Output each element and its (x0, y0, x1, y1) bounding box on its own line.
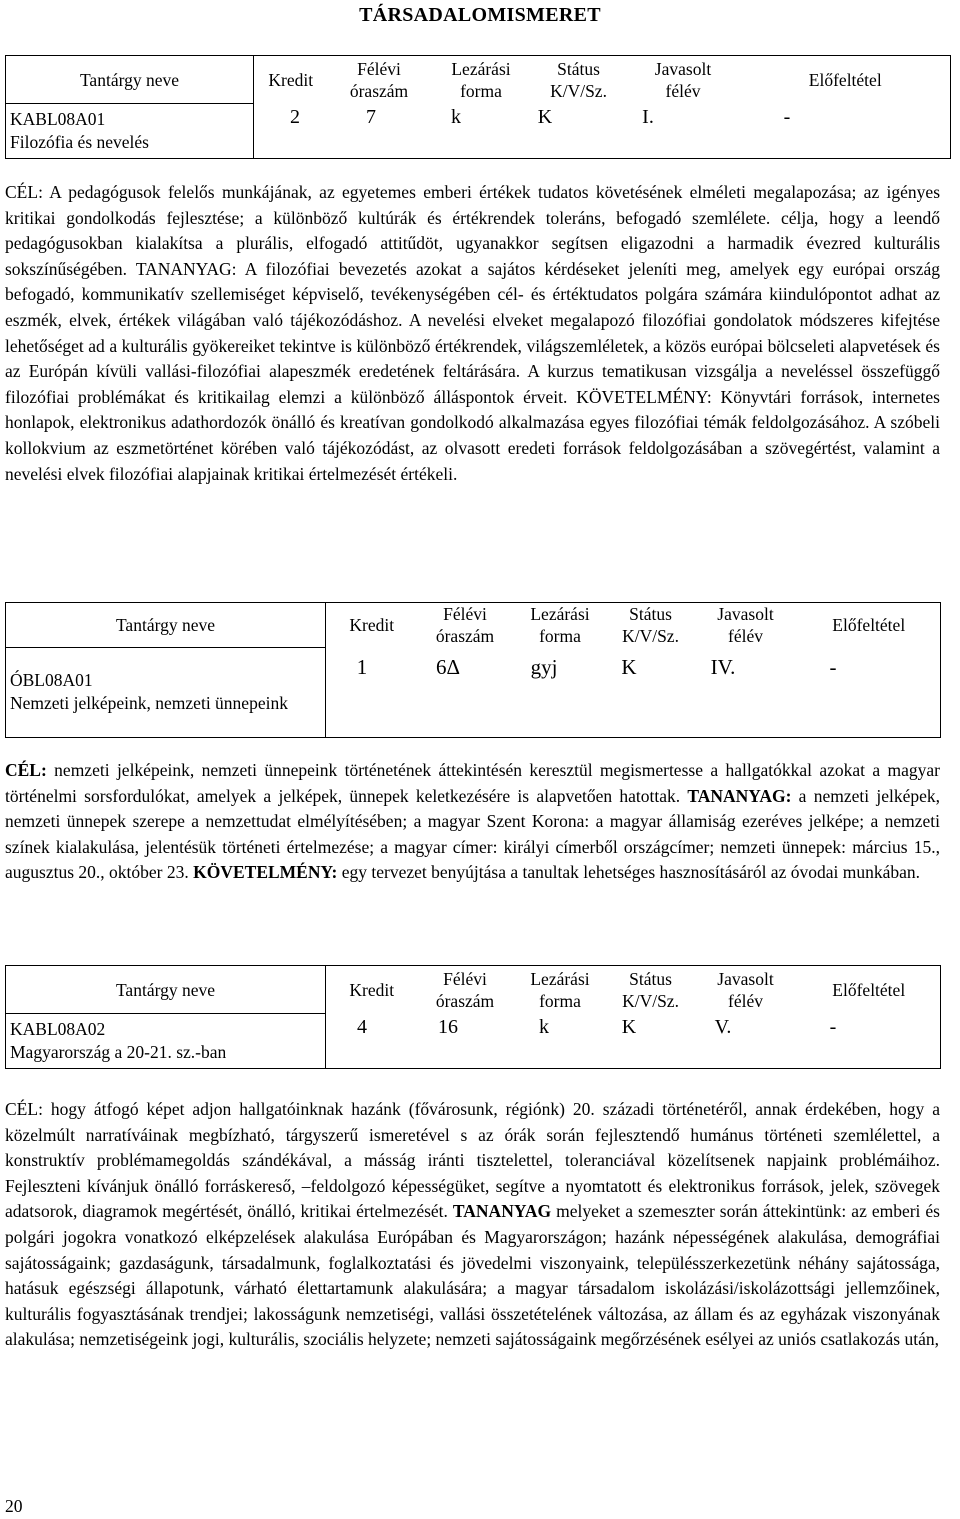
elofeltetel-value: - (829, 655, 837, 679)
header-elofeltetel: Előfeltétel (798, 603, 941, 648)
course-description-3: CÉL: hogy átfogó képet adjon hallgatóinknak hazánk (fővárosunk, régiónk) 20. századi történetéről, annak érdekében, hogy a közelmúlt narratíváinak megbízható, tárgyszerű ismeretével s az órák során fejlesztendő humánus történeti szemlélettel, a konstruktív problémamegoldás szándékával, a másság iránti tisztelettel, toleranciával közelítsenek napjaink problémáihoz. Fejleszteni kívánjuk önálló forráskereső, –feldolgozó képességüket, segítve a nyomtatott és elektronikus források, jelek, szövegek adatsorok, diagramok megértését, önálló, kritikai értelmezését. TANANYAG melyeket a szemeszter során áttekintünk: az emberi és polgári jogokra vonatkozó elképzelések alakulása Európában és Magyarországon; hazánk népességének alakulása, demográfiai sajátosságaink; gazdaságunk, társadalmunk, foglalkoztatási és jövedelmi viszonyaink, településszerkezetünk néhány sajátossága, hatásuk egészségi állapotunk, várható élettartamunk alakulására; a magyar társadalom iskolázási/iskolázottsági jellemzőinek, kulturális fogyasztásának trendjei; lakosságunk nemzetiségi, vallási összetételének változása, az állam és az egyházak viszonyának alakulása; nemzetiségeink jogi, kulturális, szociális helyzete; nemzeti sajátosságaink megőrzésének esélyei az uniós csatlakozás után, (5, 1099, 940, 1350)
header-elofeltetel: Előfeltétel (741, 56, 951, 104)
felev-value: I. (642, 105, 654, 128)
course-code: KABL08A02 (10, 1018, 106, 1039)
header-lezarasi-forma: Lezárási forma (513, 603, 608, 648)
elofeltetel-value: - (783, 105, 791, 128)
header-kredit: Kredit (326, 966, 418, 1014)
header-tantargy-neve: Tantárgy neve (6, 56, 254, 104)
oraszam-value: 7 (366, 105, 376, 128)
header-tantargy-neve: Tantárgy neve (6, 966, 326, 1014)
header-statusz: Státus K/V/Sz. (608, 603, 694, 648)
header-lezarasi-forma: Lezárási forma (431, 56, 532, 104)
course-name-cell (6, 104, 254, 159)
course-values-row (326, 1014, 941, 1069)
kredit-value: 2 (290, 105, 300, 128)
course-code: KABL08A01 (10, 108, 106, 129)
header-javasolt-felev: Javasolt félév (694, 966, 798, 1014)
header-elofeltetel: Előfeltétel (798, 966, 941, 1014)
header-javasolt-felev: Javasolt félév (694, 603, 798, 648)
course-name: Filozófia és nevelés (10, 131, 149, 152)
felev-value: V. (714, 1015, 732, 1038)
page-title: TÁRSADALOMISMERET (359, 4, 601, 26)
course-description-1: CÉL: A pedagógusok felelős munkájának, az egyetemes emberi értékek tudatos követésének elméleti megalapozása; az igényes kritikai gondolkodás fejlesztése; a különböző kultúrák és értékrendek toleráns, befogadó szemlélete. célja, hogy a leendő pedagógusokban kialakítsa a plurális, elfogadó attitűdöt, ugyanakkor segítsen eligazodni a harmadik évezred kulturális sokszínűségében. TANANYAG: A filozófiai bevezetés azokat a sajátos kérdéseket jeleníti meg, amelyek egy európai ország befogadó, kommunikatív szellemiséget képviselő, tevékenységében cél- és értéktudatos polgára számára kiindulópontot adhat az eszmék, elvek, értékek világában való tájékozódáshoz. A nevelési elveket megalapozó filozófiai gondolatok módszeres kifejtése lehetőséget ad a kulturális gyökereiket tekintve is különböző értékrendek, világszemléletek, a közös európai bölcseleti alapvetések és az Európán kívüli vallási-filozófiai alapeszmék eredetének feltárására. A kurzus tematikusan vizsgálja a neveléssel összefüggő filozófiai problémákat és kritikailag elemzi a különböző álláspontok érveit. KÖVETELMÉNY: Könyvtári források, internetes honlapok, elektronikus adathordozók önálló és kreatívan gondolkodó alkalmazása egyes filozófiai témák feldolgozásához. A szóbeli kollokvium az eszmetörténet körében való tájékozódást, az olvasott eredeti források feldolgozásában a szövegértést, valamint a nevelési elvek filozófiai alapjainak kritikai értelmezését értékeli. (5, 182, 941, 484)
course-name: Magyarország a 20-21. sz.-ban (10, 1041, 227, 1062)
header-statusz: Státus K/V/Sz. (532, 56, 626, 104)
header-felevi-oraszam: Félévi óraszám (328, 56, 431, 104)
kredit-value: 1 (356, 655, 368, 679)
course-table-2 (5, 602, 941, 738)
header-felevi-oraszam: Félévi óraszám (418, 603, 513, 648)
course-name-cell (6, 1014, 326, 1069)
course-table-1 (5, 55, 951, 159)
header-kredit: Kredit (326, 603, 418, 648)
forma-value: k (451, 105, 461, 128)
statusz-value: K (621, 655, 637, 679)
forma-value: gyj (530, 655, 558, 679)
elofeltetel-value: - (829, 1015, 837, 1038)
oraszam-value: 6Δ (435, 655, 460, 679)
oraszam-value: 16 (438, 1015, 458, 1038)
felev-value: IV. (710, 655, 736, 679)
forma-value: k (539, 1015, 549, 1038)
header-kredit: Kredit (254, 56, 328, 104)
course-code: ÓBL08A01 (10, 670, 93, 691)
statusz-value: K (537, 105, 553, 128)
header-tantargy-neve: Tantárgy neve (6, 603, 326, 648)
course-description-2: CÉL: nemzeti jelképeink, nemzeti ünnepeink történetének áttekintésén keresztül megismertesse a hallgatókkal azokat a magyar történelmi sorsfordulókat, amelyek a jelképek, ünnepek keletkezésére is alapvetően hatottak. TANANYAG: a nemzeti jelképek, nemzeti ünnepek szerepe a nemzettudat elmélyítésében; a magyar Szent Korona: a magyar államiság ezeréves jelképe; a nemzeti színek kialakulása, jelentésük történeti értelmezése; a magyar címer: királyi címerből országcímer; nemzeti ünnepek: március 15., augusztus 20., október 23. KÖVETELMÉNY: egy tervezet benyújtása a tanultak lehetséges hasznosításáról az óvodai munkában. (5, 760, 940, 883)
header-javasolt-felev: Javasolt félév (626, 56, 741, 104)
page-number: 20 (5, 1496, 23, 1516)
course-name-cell (6, 647, 326, 738)
statusz-value: K (621, 1015, 637, 1038)
course-values-row (326, 647, 941, 738)
course-name: Nemzeti jelképeink, nemzeti ünnepeink (10, 693, 288, 714)
course-table-3 (5, 965, 941, 1069)
kredit-value: 4 (357, 1015, 367, 1038)
header-statusz: Státus K/V/Sz. (608, 966, 694, 1014)
header-lezarasi-forma: Lezárási forma (513, 966, 608, 1014)
course-values-row (254, 104, 951, 159)
header-felevi-oraszam: Félévi óraszám (418, 966, 513, 1014)
